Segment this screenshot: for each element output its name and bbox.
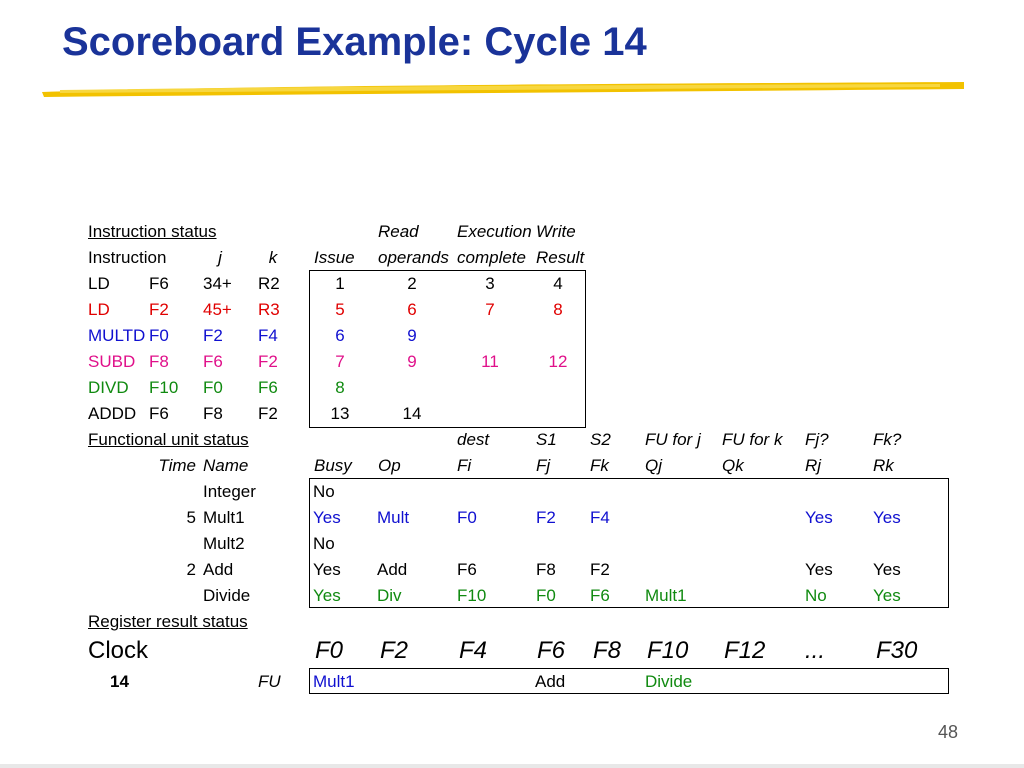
op-col-header: Op <box>378 456 401 475</box>
fu-row-op-cell: Add <box>377 560 408 579</box>
fu-row-op-cell: Mult <box>377 508 410 527</box>
instr-row-op-cell: MULTD <box>88 326 146 345</box>
instr-row-op-cell: ADDD <box>88 404 137 423</box>
instruction-col-header: Instruction <box>88 248 167 267</box>
register-name-cell: F8 <box>593 637 622 664</box>
write-col-header: Result <box>536 248 585 267</box>
instr-row-k-cell: F4 <box>258 326 278 345</box>
fu-row-busy-cell: Yes <box>313 508 341 527</box>
register-result-status-label: Register result status <box>88 612 248 631</box>
register-fu-cell: Divide <box>645 672 693 691</box>
register-fu-cell: Add <box>535 672 566 691</box>
write-header-top: Write <box>536 222 576 241</box>
instr-row-j-cell: F6 <box>203 352 223 371</box>
instr-row-read-cell: 6 <box>407 300 417 319</box>
fu-row-name-cell: Mult1 <box>203 508 245 527</box>
issue-col-header: Issue <box>314 248 355 267</box>
fu-row-rj-cell: Yes <box>805 508 833 527</box>
fu-row-fi-cell: F6 <box>457 560 477 579</box>
fu-row-fj-cell: F0 <box>536 586 556 605</box>
fu-row-busy-cell: Yes <box>313 560 341 579</box>
register-name-cell: F10 <box>647 637 689 664</box>
instr-row-write-cell: 8 <box>553 300 563 319</box>
fu-row-fk-cell: F2 <box>590 560 610 579</box>
instr-row-dest-cell: F10 <box>149 378 179 397</box>
time-col-header: Time <box>158 456 196 475</box>
register-name-cell: F30 <box>876 637 918 664</box>
fu-row-rj-cell: No <box>805 586 827 605</box>
instr-row-dest-cell: F6 <box>149 274 169 293</box>
fu-row-name-cell: Integer <box>203 482 256 501</box>
fu-row-busy-cell: No <box>313 534 335 553</box>
instr-row-issue-cell: 1 <box>335 274 345 293</box>
instr-row-read-cell: 2 <box>407 274 417 293</box>
instr-row-issue-cell: 8 <box>335 378 345 397</box>
instr-row-k-cell: R2 <box>258 274 280 293</box>
fu-row-rk-cell: Yes <box>873 560 901 579</box>
fu-row-name-cell: Divide <box>203 586 251 605</box>
page-number: 48 <box>937 722 958 742</box>
functional-unit-status-label: Functional unit status <box>88 430 249 449</box>
clock-label: Clock <box>88 637 149 664</box>
fj-col-header: Fj <box>536 456 551 475</box>
fu-row-busy-cell: No <box>313 482 335 501</box>
rk-col-header: Rk <box>873 456 894 475</box>
exec-col-header: complete <box>457 248 526 267</box>
instr-row-k-cell: F2 <box>258 352 278 371</box>
title-highlight-stroke <box>40 80 966 100</box>
instr-row-k-cell: R3 <box>258 300 280 319</box>
cycle-number: 14 <box>110 672 129 691</box>
instr-row-read-cell: 9 <box>407 326 417 345</box>
instr-row-read-cell: 9 <box>407 352 417 371</box>
qj-col-header: Qj <box>645 456 662 475</box>
instr-row-exec-cell: 11 <box>481 352 499 371</box>
busy-col-header: Busy <box>314 456 352 475</box>
register-name-cell: F12 <box>724 637 766 664</box>
slide-title: Scoreboard Example: Cycle 14 <box>62 20 647 64</box>
instr-row-dest-cell: F2 <box>149 300 169 319</box>
register-name-cell: F6 <box>537 637 566 664</box>
instr-row-read-cell: 14 <box>402 404 422 423</box>
instr-row-dest-cell: F8 <box>149 352 169 371</box>
fk-col-header: Fk <box>590 456 609 475</box>
fk-ready-header-top: Fk? <box>873 430 902 449</box>
instr-row-j-cell: 45+ <box>203 300 232 319</box>
j-col-header: j <box>218 248 222 267</box>
instr-row-op-cell: SUBD <box>88 352 136 371</box>
instr-row-issue-cell: 5 <box>335 300 345 319</box>
name-col-header: Name <box>203 456 249 475</box>
fu-row-name-cell: Mult2 <box>203 534 245 553</box>
fu-row-op-cell: Div <box>377 586 402 605</box>
fu-row-time-cell: 2 <box>186 560 196 579</box>
register-name-cell: F2 <box>380 637 409 664</box>
fu-row-qj-cell: Mult1 <box>645 586 687 605</box>
exec-header-top: Execution <box>457 222 532 241</box>
instr-row-k-cell: F6 <box>258 378 278 397</box>
instr-row-exec-cell: 3 <box>485 274 495 293</box>
instr-row-j-cell: F2 <box>203 326 223 345</box>
fu-row-rk-cell: Yes <box>873 508 901 527</box>
fu-row-rj-cell: Yes <box>805 560 833 579</box>
fu-row-busy-cell: Yes <box>313 586 341 605</box>
instr-row-dest-cell: F6 <box>149 404 169 423</box>
k-col-header: k <box>268 248 278 267</box>
fu-for-k-header-top: FU for k <box>722 430 783 449</box>
instr-row-j-cell: 34+ <box>203 274 232 293</box>
footer-rule <box>0 764 1024 768</box>
instr-row-write-cell: 12 <box>548 352 568 371</box>
instr-row-j-cell: F0 <box>203 378 223 397</box>
fu-row-fk-cell: F4 <box>590 508 610 527</box>
fu-row-rk-cell: Yes <box>873 586 901 605</box>
fj-ready-header-top: Fj? <box>805 430 829 449</box>
fu-row-fj-cell: F2 <box>536 508 556 527</box>
instr-row-k-cell: F2 <box>258 404 278 423</box>
fu-for-j-header-top: FU for j <box>645 430 701 449</box>
register-name-cell: F4 <box>459 637 488 664</box>
instr-row-j-cell: F8 <box>203 404 223 423</box>
fu-row-time-cell: 5 <box>186 508 196 527</box>
s2-header-top: S2 <box>590 430 611 449</box>
qk-col-header: Qk <box>722 456 744 475</box>
fu-row-fi-cell: F0 <box>457 508 477 527</box>
instr-row-op-cell: DIVD <box>88 378 129 397</box>
instr-row-write-cell: 4 <box>553 274 563 293</box>
instr-row-dest-cell: F0 <box>149 326 169 345</box>
rj-col-header: Rj <box>805 456 822 475</box>
s1-header-top: S1 <box>536 430 557 449</box>
register-name-cell: ... <box>805 637 826 664</box>
instr-row-exec-cell: 7 <box>485 300 495 319</box>
instr-row-op-cell: LD <box>88 300 110 319</box>
register-result-box <box>309 668 949 694</box>
fu-row-fk-cell: F6 <box>590 586 610 605</box>
instruction-status-label: Instruction status <box>88 222 217 241</box>
read-col-header: operands <box>378 248 449 267</box>
fu-row-fj-cell: F8 <box>536 560 556 579</box>
fu-row-name-cell: Add <box>203 560 234 579</box>
instr-row-issue-cell: 13 <box>330 404 350 423</box>
fu-row-fi-cell: F10 <box>457 586 487 605</box>
fi-col-header: Fi <box>457 456 472 475</box>
instr-row-issue-cell: 7 <box>335 352 345 371</box>
register-fu-cell: Mult1 <box>313 672 355 691</box>
register-name-cell: F0 <box>315 637 344 664</box>
instr-row-issue-cell: 6 <box>335 326 345 345</box>
dest-header-top: dest <box>457 430 490 449</box>
read-header-top: Read <box>378 222 419 241</box>
fu-row-label: FU <box>258 672 281 691</box>
instr-row-op-cell: LD <box>88 274 110 293</box>
